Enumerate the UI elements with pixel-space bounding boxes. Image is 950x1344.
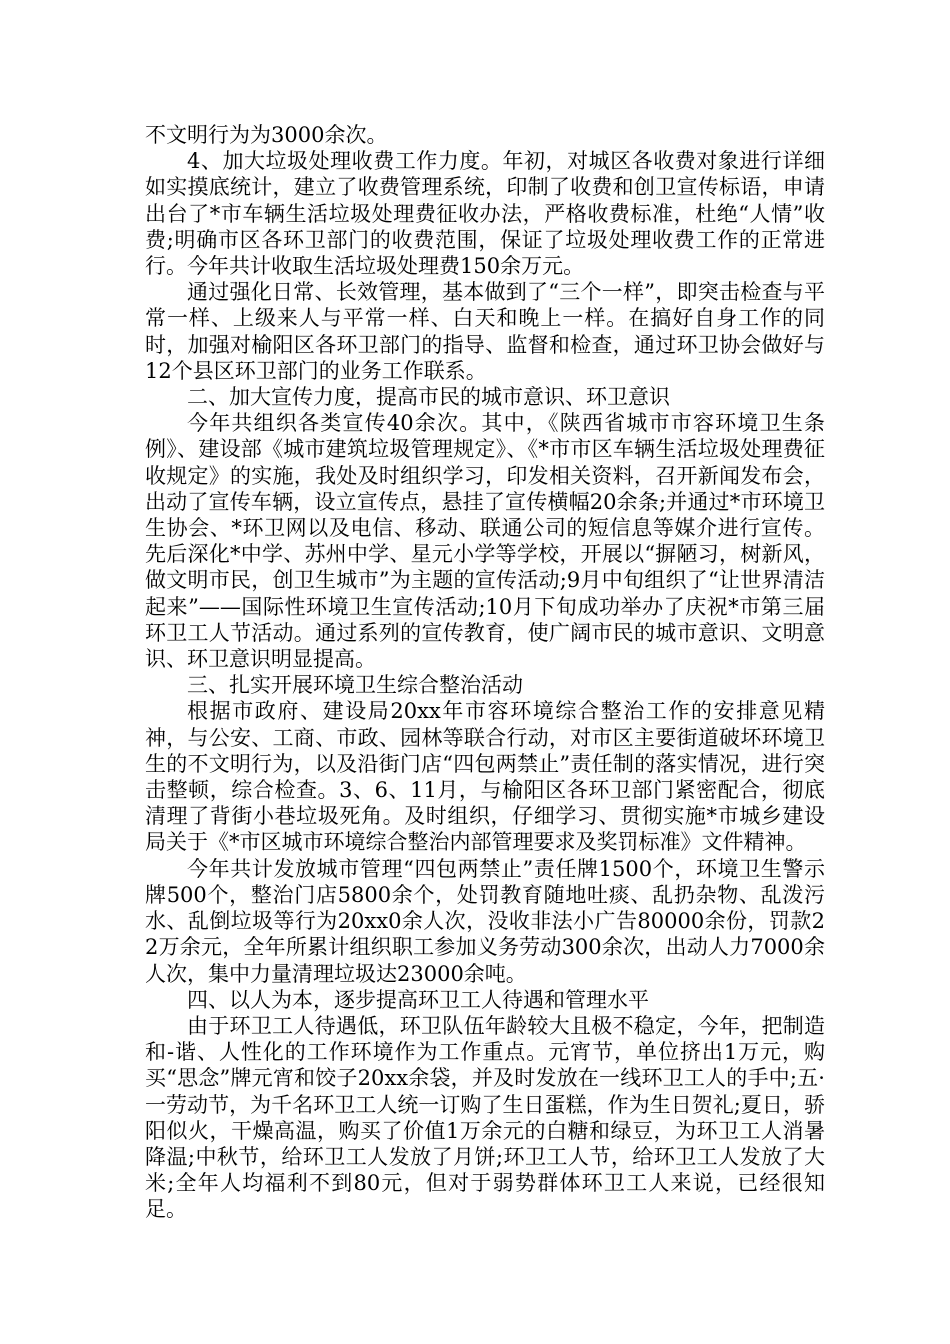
paragraph-rectification: 根据市政府、建设局20xx年市容环境综合整治工作的安排意见精神，与公安、工商、市政、园林等联合行动，对市区主要街道破坏环境卫生的不文明行为，以及沿街门店“四包两禁止”责任制的落实情况，进行突击整顿，综合检查。3、6、11月，与榆阳区各环卫部门紧密配合，彻底清理了背街小巷垃圾死角。及时组织，仔细学习、贯彻实施*市城乡建设局关于《*市区城市环境综合整治内部管理要求及奖罚标准》文件精神。 (145, 699, 825, 855)
paragraph-publicity: 今年共组织各类宣传40余次。其中，《陕西省城市市容环境卫生条例》、建设部《城市建筑垃圾管理规定》、《*市市区车辆生活垃圾处理费征收规定》的实施，我处及时组织学习，印发相关资料，召开新闻发布会，出动了宣传车辆，设立宣传点，悬挂了宣传横幅20余条;并通过*市环境卫生协会、*环卫网以及电信、移动、联通公司的短信息等媒介进行宣传。先后深化*中学、苏州中学、星元小学等学校，开展以“摒陋习，树新风，做文明市民，创卫生城市”为主题的宣传活动;9月中旬组织了“让世界清洁起来”——国际性环境卫生宣传活动;10月下旬成功举办了庆祝*市第三届环卫工人节活动。通过系列的宣传教育，使广阔市民的城市意识、文明意识、环卫意识明显提高。 (145, 411, 825, 672)
paragraph-continuation: 不文明行为为3000余次。 (145, 123, 388, 147)
paragraph-fee-collection: 4、加大垃圾处理收费工作力度。年初，对城区各收费对象进行详细如实摸底统计，建立了收费管理系统，印制了收费和创卫宣传标语，申请出台了*市车辆生活垃圾处理费征收办法，严格收费标准，杜绝“人情”收费;明确市区各环卫部门的收费范围，保证了垃圾处理收费工作的正常进行。今年共计收取生活垃圾处理费150余万元。 (145, 149, 825, 279)
document-body (145, 122, 825, 1223)
section-heading-rectification: 三、扎实开展环境卫生综合整治活动 (187, 673, 523, 698)
paragraph-daily-management: 通过强化日常、长效管理，基本做到了“三个一样”，即突击检查与平常一样、上级来人与平常一样、白天和晚上一样。在搞好自身工作的同时，加强对榆阳区各环卫部门的指导、监督和检查，通过环卫协会做好与12个县区环卫部门的业务工作联系。 (145, 280, 825, 383)
section-heading-workers: 四、以人为本，逐步提高环卫工人待遇和管理水平 (187, 987, 649, 1012)
section-heading-publicity: 二、加大宣传力度，提高市民的城市意识、环卫意识 (187, 385, 670, 410)
paragraph-statistics: 今年共计发放城市管理“四包两禁止”责任牌1500个，环境卫生警示牌500个，整治门店5800余个，处罚教育随地吐痰、乱扔杂物、乱泼污水、乱倒垃圾等行为20xx0余人次，没收非法小广告80000余份，罚款22万余元，全年所累计组织职工参加义务劳动300余次，出动人力7000余人次，集中力量清理垃圾达23000余吨。 (145, 856, 825, 986)
paragraph-worker-welfare: 由于环卫工人待遇低，环卫队伍年龄较大且极不稳定，今年，把制造和-谐、人性化的工作环境作为工作重点。元宵节，单位挤出1万元，购买“思念”牌元宵和饺子20xx余袋，并及时发放在一线环卫工人的手中;五·一劳动节，为千名环卫工人统一订购了生日蛋糕，作为生日贺礼;夏日，骄阳似火，干燥高温，购买了价值1万余元的白糖和绿豆，为环卫工人消暑降温;中秋节，给环卫工人发放了月饼;环卫工人节，给环卫工人发放了大米;全年人均福利不到80元，但对于弱势群体环卫工人来说，已经很知足。 (145, 1013, 825, 1222)
